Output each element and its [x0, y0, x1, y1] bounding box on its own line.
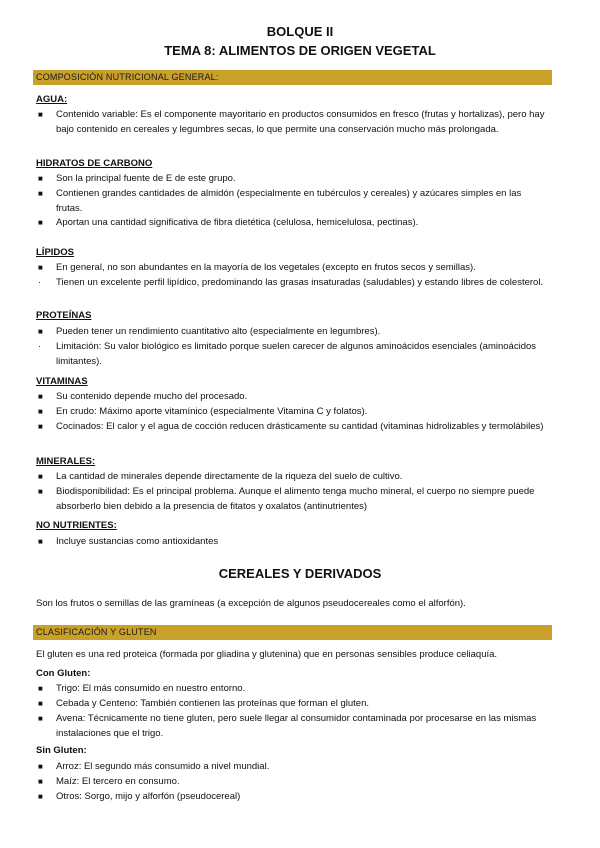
list-item: Otros: Sorgo, mijo y alforfón (pseudocereal) [56, 791, 241, 802]
list-item: Su contenido depende mucho del procesado. [56, 391, 248, 402]
list-item: Contienen grandes cantidades de almidón (especialmente en tubérculos y cereales) y azúcares simples en las frutas. [56, 188, 522, 214]
bullet-icon: ■ [38, 218, 43, 227]
subheading-sin-gluten: Sin Gluten: [36, 745, 87, 756]
list-item: La cantidad de minerales depende directamente de la riqueza del suelo de cultivo. [56, 471, 403, 482]
heading-minerales: MINERALES: [36, 456, 96, 467]
bullet-icon: ■ [38, 392, 43, 401]
bullet-icon: ■ [38, 422, 43, 431]
bullet-icon: ■ [38, 263, 43, 272]
bullet-icon: ■ [38, 792, 43, 801]
list-item: Arroz: El segundo más consumido a nivel mundial. [56, 761, 270, 772]
bullet-icon: ■ [38, 174, 43, 183]
bullet-icon: ■ [38, 537, 43, 546]
bullet-icon: ■ [38, 472, 43, 481]
list-item: Pueden tener un rendimiento cuantitativo alto (especialmente en legumbres). [56, 326, 381, 337]
bullet-dot-icon: · [38, 277, 41, 287]
list-item: Maíz: El tercero en consumo. [56, 776, 180, 787]
heading-agua: AGUA: [36, 94, 68, 105]
list-item: Contenido variable: Es el componente mayoritario en productos consumidos en fresco (frutas y hortalizas), pero hay bajo contenido en cereales y legumbres secas, lo que permite una conservación mucho más prolongada. [56, 109, 545, 135]
list-item: Cocinados: El calor y el agua de cocción reducen drásticamente su cantidad (vitaminas hidrolizables y termolábiles) [56, 421, 544, 432]
section-band-composicion: COMPOSICIÓN NUTRICIONAL GENERAL: [33, 70, 552, 85]
bullet-icon: ■ [38, 189, 43, 198]
bullet-icon: ■ [38, 714, 43, 723]
bullet-icon: ■ [38, 407, 43, 416]
bullet-icon: ■ [38, 777, 43, 786]
list-item: En general, no son abundantes en la mayoría de los vegetales (excepto en frutos secos y semillas). [56, 262, 476, 273]
bullet-icon: ■ [38, 110, 43, 119]
subheading-con-gluten: Con Gluten: [36, 668, 91, 679]
list-item: Son la principal fuente de E de este grupo. [56, 173, 236, 184]
heading-proteinas: PROTEÍNAS [36, 310, 92, 321]
bullet-dot-icon: · [38, 341, 41, 351]
bullet-icon: ■ [38, 762, 43, 771]
list-item: Aportan una cantidad significativa de fibra dietética (celulosa, hemicelulosa, pectinas). [56, 217, 419, 228]
topic-title: TEMA 8: ALIMENTOS DE ORIGEN VEGETAL [164, 43, 436, 58]
list-item: En crudo: Máximo aporte vitamínico (especialmente Vitamina C y folatos). [56, 406, 368, 417]
bullet-icon: ■ [38, 327, 43, 336]
block-title: BOLQUE II [266, 24, 334, 39]
section-title-cereales: CEREALES Y DERIVADOS [218, 566, 382, 581]
heading-vitaminas: VITAMINAS [36, 376, 88, 387]
bullet-icon: ■ [38, 684, 43, 693]
heading-hidratos: HIDRATOS DE CARBONO [36, 158, 153, 169]
cereales-intro: Son los frutos o semillas de las gramíneas (a excepción de algunos pseudocereales como el alforfón). [36, 598, 466, 609]
list-item: Tienen un excelente perfil lipídico, predominando las grasas insaturadas (saludables) y estando libres de colesterol. [56, 277, 544, 288]
heading-lipidos: LÍPIDOS [36, 247, 75, 258]
list-item: Incluye sustancias como antioxidantes [56, 536, 219, 547]
list-item: Trigo: El más consumido en nuestro entorno. [56, 683, 246, 694]
section-band-gluten: CLASIFICACIÓN Y GLUTEN [33, 625, 552, 640]
list-item: Limitación: Su valor biológico es limitado porque suelen carecer de algunos aminoácidos esenciales (aminoácidos limitantes). [56, 341, 537, 367]
heading-no-nutrientes: NO NUTRIENTES: [36, 520, 117, 531]
list-item: Avena: Técnicamente no tiene gluten, pero suele llegar al consumidor contaminada por procesarse en las mismas instalaciones que el trigo. [56, 713, 537, 739]
bullet-icon: ■ [38, 699, 43, 708]
list-item: Cebada y Centeno: También contienen las proteínas que forman el gluten. [56, 698, 370, 709]
gluten-text: El gluten es una red proteica (formada por gliadina y glutenina) que en personas sensibles produce celiaquía. [36, 649, 498, 660]
list-item: Biodisponibilidad: Es el principal problema. Aunque el alimento tenga mucho mineral, el cuerpo no siempre puede absorberlo bien debido a la presencia de fitatos y oxalatos (antinutrientes) [56, 486, 535, 512]
bullet-icon: ■ [38, 487, 43, 496]
